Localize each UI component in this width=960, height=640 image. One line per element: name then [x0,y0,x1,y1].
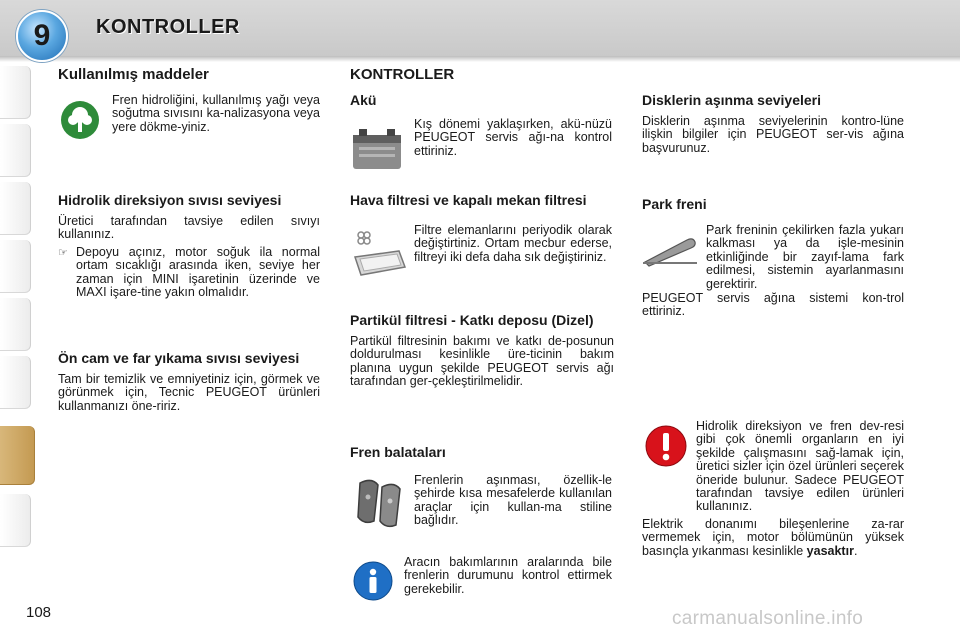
battery-icon [348,118,406,176]
brake-pads-title: Fren balataları [350,444,446,460]
warning-text-2-end: . [853,543,858,558]
warning-text-2-bold: yasaktır [806,543,854,558]
steering-title: Hidrolik direksiyon sıvısı seviyesi [58,192,282,208]
side-tab[interactable] [0,240,31,293]
particle-filter-section [350,312,614,389]
info-note-text: Aracın bakımlarının aralarında bile frenlerin durumunu kontrol ettirmek gerekebilir. [404,555,612,596]
side-tab[interactable] [0,66,31,119]
used-products-text: Fren hidroliğini, kullanılmış yağı veya soğutma sıvısını ka-nalizasyona veya yere dökme-yiniz. [112,93,320,134]
parking-brake-icon [640,230,700,270]
side-tab-active[interactable] [0,426,35,485]
steering-bullet-text: Depoyu açınız, motor soğuk ila normal ortam sıcaklığı arasında iken, seviye her zaman için MINI işaretinin üzerinde ve MAXI işare-tine yakın olmalıdır. [76,244,320,300]
parking-text-2: PEUGEOT servis ağına sistemi kon-trol ettiriniz. [642,291,904,319]
page-number: 108 [26,604,52,621]
air-filter-title: Hava filtresi ve kapalı mekan filtresi [350,192,587,208]
warning-section [642,420,904,558]
brake-pads-icon [350,474,408,530]
watermark: carmanualsonline.info [672,608,864,629]
discs-title: Disklerin aşınma seviyeleri [642,92,821,108]
battery-title: Akü [350,92,377,108]
middle-heading: KONTROLLER [350,66,455,83]
chapter-number: 9 [33,19,51,52]
info-icon [352,560,394,602]
pointing-hand-icon: ☞ [58,246,68,259]
recycle-tree-icon [58,98,102,142]
chapter-badge [16,10,68,62]
warning-text-start [642,420,904,514]
warning-text: Hidrolik direksiyon ve fren dev-resi gibi çok önemli organların en iyi şekilde çalışmasını sağ-lamak için, üretici sizler için özel ürünleri seçerek öneride bulunur. Sadece PEUGEOT tarafından tavsiye edilen ürünleri kullanınız. [696,419,904,514]
used-products-section [58,66,320,84]
side-tab[interactable] [0,124,31,177]
warning-text-2: Elektrik donanımı bileşenlerine za-rar vermemek için, motor bölümünün yüksek basınçla yıkanması kesinlikle [642,516,904,558]
side-tab[interactable] [0,182,31,235]
brake-pads-text: Frenlerin aşınması, özellik-le şehirde kısa mesafelerde kullanılan araçlar için kullan-ma stiline bağlıdır. [414,473,612,528]
steering-section [58,192,320,299]
air-filter-icon [350,226,408,280]
parking-title: Park freni [642,196,707,212]
air-filter-text: Filtre elemanlarını periyodik olarak değiştirtiniz. Ortam mecbur ederse, filtreyi iki defa daha sık değiştiriniz. [414,223,612,264]
battery-text: Kış dönemi yaklaşırken, akü-nüzü PEUGEOT servis ağı-na kontrol ettiriniz. [414,117,612,158]
washer-section [58,350,320,413]
used-products-title: Kullanılmış maddeler [58,66,209,83]
side-tab[interactable] [0,298,31,351]
washer-title: Ön cam ve far yıkama sıvısı seviyesi [58,350,300,366]
side-tab[interactable] [0,356,31,409]
washer-text: Tam bir temizlik ve emniyetiniz için, görmek ve görünmek için, Tecnic PEUGEOT ürünleri kullanmanızı öne-ririz. [58,372,320,413]
steering-bullet [58,246,320,300]
side-tab[interactable] [0,494,31,547]
warning-text-2-para [642,518,904,558]
chapter-title: KONTROLLER [96,16,240,38]
particle-filter-title: Partikül filtresi - Katkı deposu (Dizel) [350,312,594,328]
side-tab-strip [0,66,32,578]
particle-filter-text: Partikül filtresinin bakımı ve katkı de-posunun doldurulması kesinlikle üre-ticinin bakım planına uygun şekilde PEUGEOT servis ağı tarafından ger-çekleştirilmelidir. [350,334,614,389]
parking-text: Park freninin çekilirken fazla yukarı kalkması ya da işle-mesinin etkinliğinde bir zayıf-lama fark edilmesi, sistemin ayarlanmasını gerektirir. [706,223,904,291]
steering-text: Üretici tarafından tavsiye edilen sıvıyı kullanınız. [58,214,320,242]
discs-section [642,92,904,155]
discs-text: Disklerin aşınma seviyelerinin kontro-lüne ilişkin bilgiler için PEUGEOT ser-vis ağına başvurunuz. [642,114,904,155]
